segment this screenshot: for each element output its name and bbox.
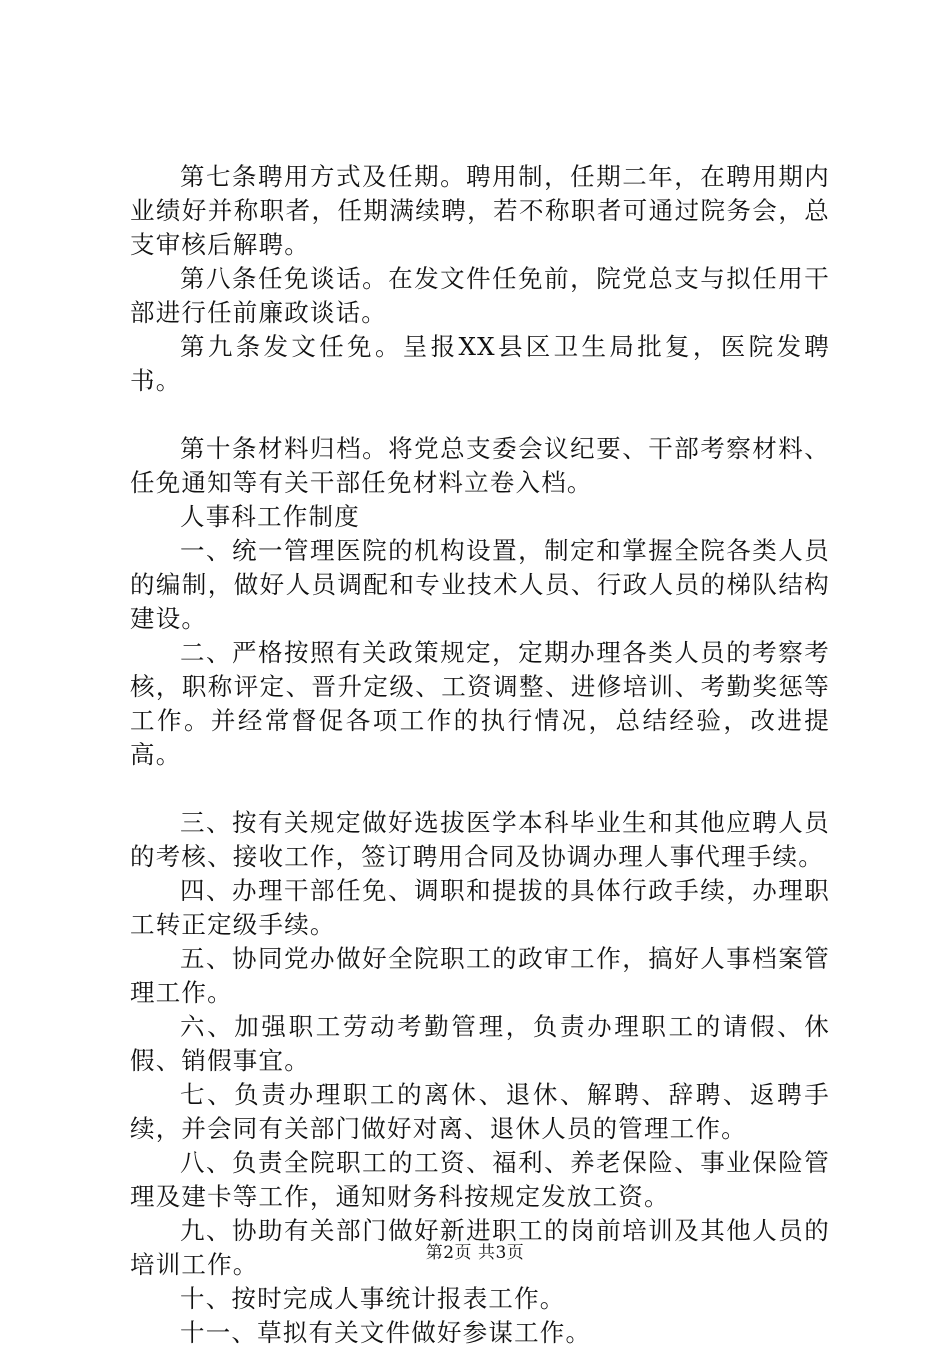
list-item-11: 十一、草拟有关文件做好参谋工作。 (180, 1318, 592, 1347)
list-item-5: 五、协同党办做好全院职工的政审工作，搞好人事档案管理工作。 (130, 944, 830, 1007)
paragraph-article-8: 第八条任免谈话。在发文件任免前，院党总支与拟任用干部进行任前廉政谈话。 (130, 264, 830, 327)
paragraph-article-9: 第九条发文任免。呈报XX县区卫生局批复，医院发聘书。 (130, 332, 830, 395)
list-item-8: 八、负责全院职工的工资、福利、养老保险、事业保险管理及建卡等工作，通知财务科按规定发放工资。 (130, 1148, 830, 1211)
document-body (130, 160, 830, 1350)
list-item-7: 七、负责办理职工的离休、退休、解聘、辞聘、返聘手续，并会同有关部门做好对离、退休人员的管理工作。 (130, 1080, 830, 1143)
list-item-9: 九、协助有关部门做好新进职工的岗前培训及其他人员的培训工作。 (130, 1216, 830, 1279)
list-item-6: 六、加强职工劳动考勤管理，负责办理职工的请假、休假、销假事宜。 (130, 1012, 830, 1075)
section-heading: 人事科工作制度 (180, 502, 360, 531)
list-item-2: 二、严格按照有关政策规定，定期办理各类人员的考察考核，职称评定、晋升定级、工资调整、进修培训、考勤奖惩等工作。并经常督促各项工作的执行情况，总结经验，改进提高。 (130, 638, 830, 769)
paragraph-article-10: 第十条材料归档。将党总支委会议纪要、干部考察材料、任免通知等有关干部任免材料立卷入档。 (130, 434, 830, 497)
list-item-1: 一、统一管理医院的机构设置，制定和掌握全院各类人员的编制，做好人员调配和专业技术人员、行政人员的梯队结构建设。 (130, 536, 830, 633)
page-number-footer: 第2页 共3页 (425, 1243, 525, 1263)
list-item-3: 三、按有关规定做好选拔医学本科毕业生和其他应聘人员的考核、接收工作，签订聘用合同及协调办理人事代理手续。 (130, 808, 830, 871)
list-item-4: 四、办理干部任免、调职和提拔的具体行政手续，办理职工转正定级手续。 (130, 876, 830, 939)
list-item-10: 十、按时完成人事统计报表工作。 (180, 1284, 566, 1313)
paragraph-article-7: 第七条聘用方式及任期。聘用制，任期二年，在聘用期内业绩好并称职者，任期满续聘，若不称职者可通过院务会，总支审核后解聘。 (130, 162, 830, 259)
